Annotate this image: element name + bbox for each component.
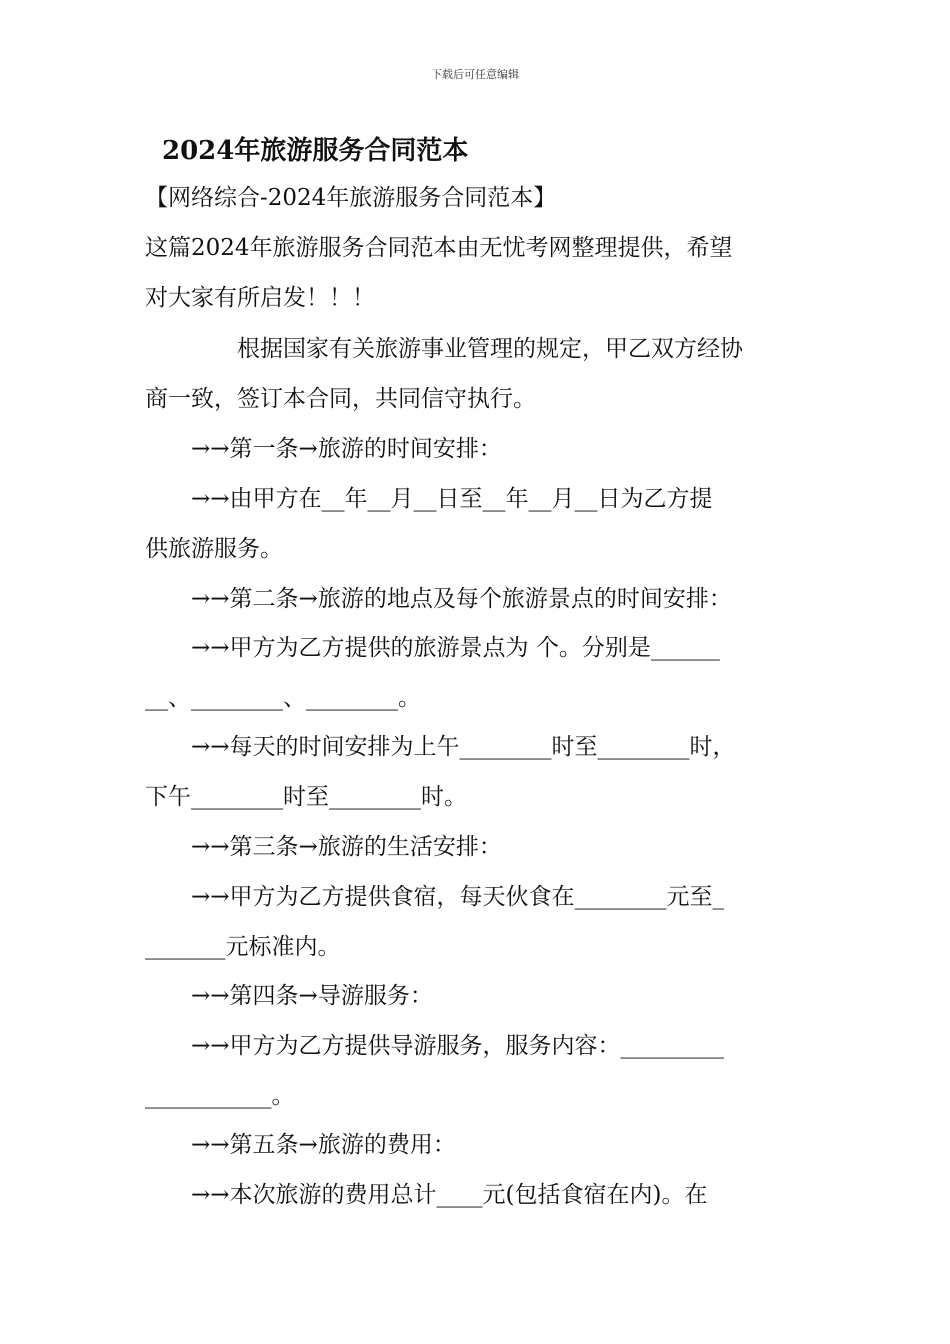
text-line: →→本次旅游的费用总计____元(包括食宿在内)。在 (145, 1182, 708, 1208)
text-line: →→第一条→旅游的时间安排： (145, 436, 502, 462)
text-line: →→甲方为乙方提供的旅游景点为 个。分别是______ (145, 635, 720, 661)
text-line: 对大家有所启发！！！ (145, 285, 375, 311)
text-line: 这篇2024年旅游服务合同范本由无忧考网整理提供，希望 (145, 235, 733, 261)
text-line: ___________。 (145, 1083, 295, 1109)
text-line: →→由甲方在__年__月__日至__年__月__日为乙方提 (145, 486, 713, 512)
text-line: →→甲方为乙方提供导游服务，服务内容：_________ (145, 1033, 725, 1059)
text-line: →→甲方为乙方提供食宿，每天伙食在________元至_ (145, 884, 725, 910)
text-line: 供旅游服务。 (145, 536, 283, 562)
header-note: 下载后可任意编辑 (431, 68, 519, 81)
text-line: →→第五条→旅游的费用： (145, 1132, 456, 1158)
text-line: 【网络综合-2024年旅游服务合同范本】 (145, 185, 557, 211)
text-line: 商一致，签订本合同，共同信守执行。 (145, 386, 536, 412)
text-line: →→第二条→旅游的地点及每个旅游景点的时间安排： (145, 586, 732, 612)
text-line: →→第三条→旅游的生活安排： (145, 834, 502, 860)
text-line: __、________、________。 (145, 685, 421, 711)
text-line: →→第四条→导游服务： (145, 983, 433, 1009)
text-line: →→每天的时间安排为上午________时至________时， (145, 734, 736, 760)
text-line: 根据国家有关旅游事业管理的规定，甲乙双方经协 (145, 336, 743, 362)
text-line: 下午________时至________时。 (145, 784, 467, 810)
text-line: _______元标准内。 (145, 934, 341, 960)
document-title: 2024年旅游服务合同范本 (162, 136, 469, 166)
